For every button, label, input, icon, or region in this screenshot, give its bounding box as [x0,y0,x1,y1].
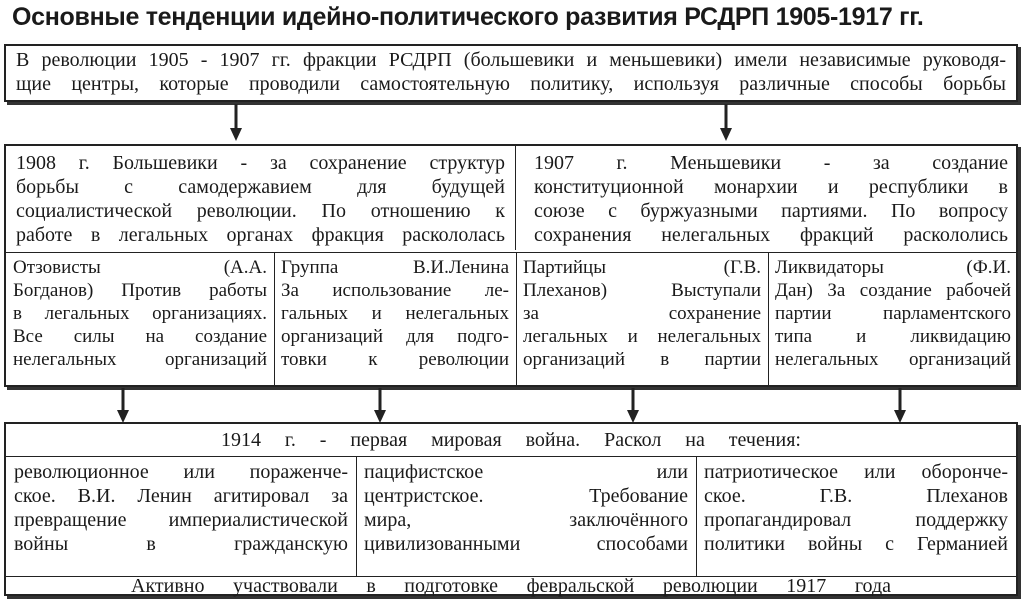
war-footer-text: Активно участвовали в подготовке февральской революции 1917 года [131,575,891,597]
partiitsy-line: Плеханов) Выступали [523,280,761,301]
revolutionary-line: революционное или пораженче- [14,461,348,483]
patriotic-line: ское. Г.В. Плеханов [704,485,1008,507]
lenin-group-line: Группа В.И.Ленина [281,257,509,278]
otzovists-block [6,254,274,385]
revolutionary-line: превращение империалистической [14,509,348,531]
patriotic-line: пропагандировал поддержку [704,509,1008,531]
revolutionary-line: ское. В.И. Ленин агитировал за [14,485,348,507]
bolsheviks-line: социалистической революции. По отношению к [16,200,505,222]
lenin-group-line: организаций для подго- [281,326,509,347]
intro-box [4,44,1018,102]
otzovists-line: Богданов) Против работы [13,280,267,301]
war-footer [6,576,1016,596]
liquidators-block [768,254,1018,385]
intro-line: щие центры, которые проводили самостоятельную политику, используя различные способы борьбы [16,73,1006,95]
otzovists-line: Все силы на создание [13,326,267,347]
partiitsy-line: организаций в партии [523,349,761,370]
mensheviks-line: конституционной монархии и республики в [534,176,1008,198]
war-heading-text: 1914 г. - первая мировая война. Раскол на течения: [221,429,801,451]
lenin-group-line: товки к революции [281,349,509,370]
mensheviks-block [516,146,1018,250]
partiitsy-line: за сохранение [523,303,761,324]
liquidators-line: партии парламентского [775,303,1011,324]
patriotic-block [696,458,1016,574]
patriotic-line: патриотическое или оборонче- [704,461,1008,483]
otzovists-line: в легальных организациях. [13,303,267,324]
pacifist-line: пацифистское или [364,461,688,483]
divider [6,252,1016,253]
lenin-group-block [274,254,516,385]
war-box [4,422,1018,596]
revolutionary-block [6,458,356,574]
otzovists-line: Отзовисты (А.А. [13,257,267,278]
bolsheviks-line: борьбы с самодержавием для будущей [16,176,505,198]
bolsheviks-line: работе в легальных органах фракция раскололась [16,224,505,246]
mensheviks-line: сохранения нелегальных фракций раскололись [534,224,1008,246]
arrow-down-icon [719,104,733,142]
pacifist-line: центристское. Требование [364,485,688,507]
lenin-group-line: За использование ле- [281,280,509,301]
partiitsy-line: Партийцы (Г.В. [523,257,761,278]
lenin-group-line: гальных и нелегальных [281,303,509,324]
bolsheviks-line: 1908 г. Большевики - за сохранение структур [16,152,505,174]
liquidators-line: Дан) За создание рабочей [775,280,1011,301]
arrow-down-icon [229,104,243,142]
arrow-down-icon [626,388,640,426]
divider [6,456,1016,457]
pacifist-block [356,458,696,574]
liquidators-line: Ликвидаторы (Ф.И. [775,257,1011,278]
bolsheviks-block [6,146,516,250]
pacifist-line: цивилизованными способами [364,533,688,555]
partiitsy-line: легальных и нелегальных [523,326,761,347]
liquidators-line: нелегальных организаций [775,349,1011,370]
page-title: Основные тенденции идейно-политического развития РСДРП 1905-1917 гг. [12,3,924,31]
arrow-down-icon [373,388,387,426]
liquidators-line: типа и ликвидацию [775,326,1011,347]
war-heading [6,424,1016,456]
factions-box [4,144,1018,387]
mensheviks-line: союзе с буржуазными партиями. По вопросу [534,200,1008,222]
pacifist-line: мира, заключённого [364,509,688,531]
arrow-down-icon [893,388,907,426]
otzovists-line: нелегальных организаций [13,349,267,370]
intro-line: В революции 1905 - 1907 гг. фракции РСДРП (большевики и меньшевики) имели независимые руководя- [16,49,1006,71]
patriotic-line: политики войны с Германией [704,533,1008,555]
arrow-down-icon [116,388,130,426]
revolutionary-line: войны в гражданскую [14,533,348,555]
mensheviks-line: 1907 г. Меньшевики - за создание [534,152,1008,174]
partiitsy-block [516,254,768,385]
